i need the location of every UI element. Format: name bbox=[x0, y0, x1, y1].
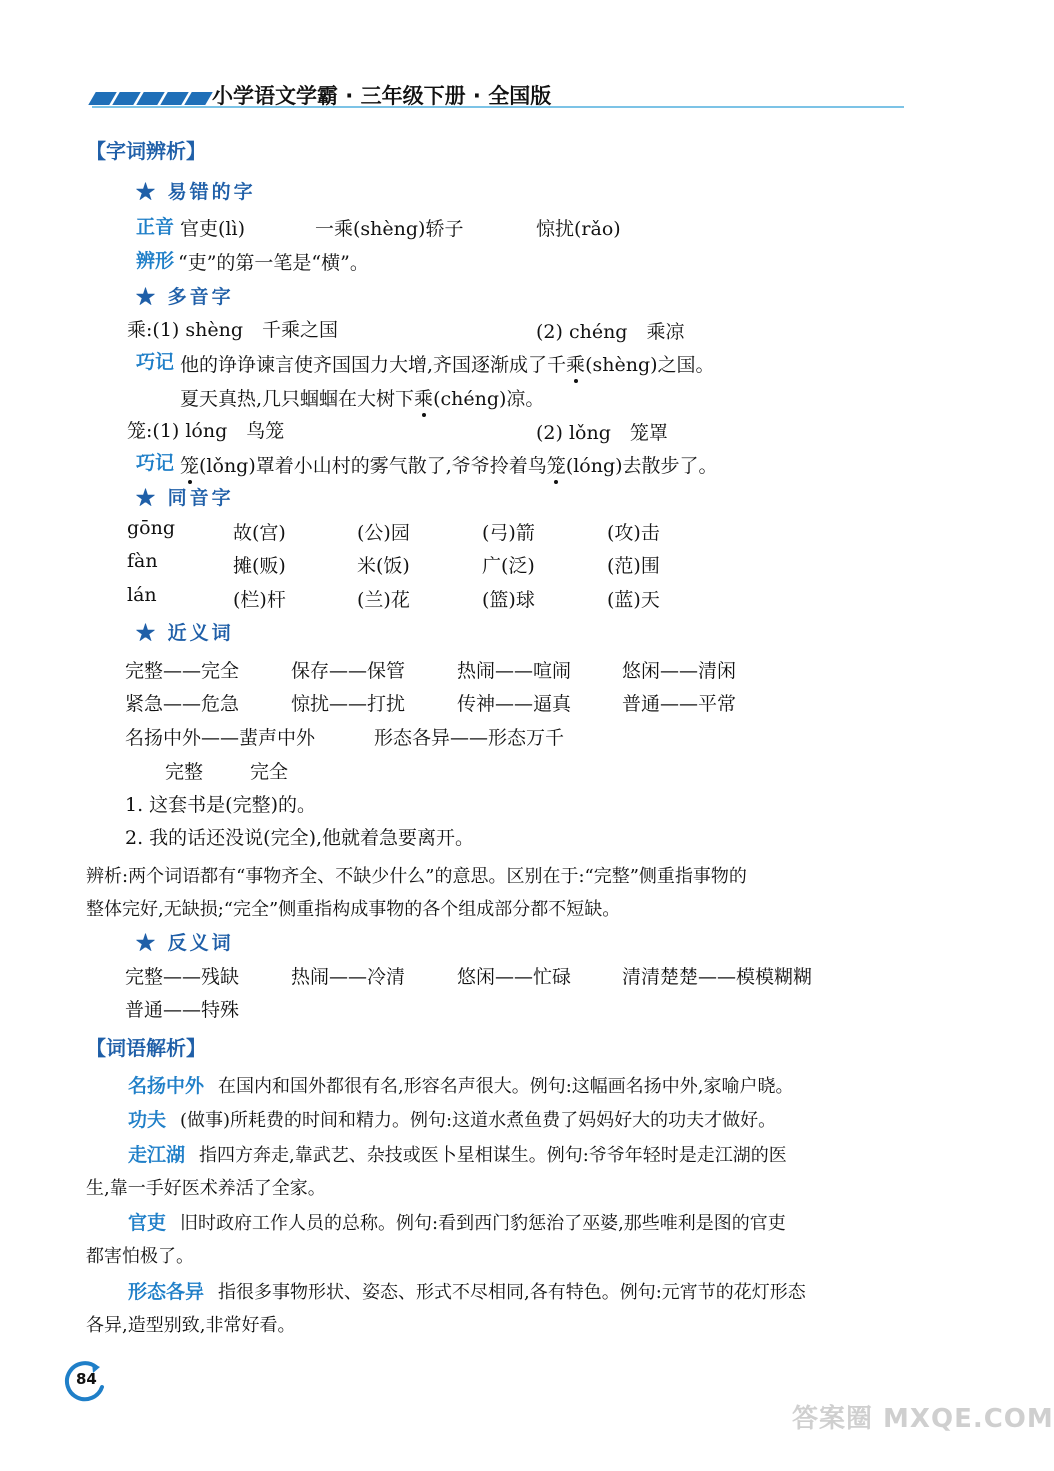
ciyu-definition-cont: 各异,造型别致,非常好看。 bbox=[86, 1315, 296, 1336]
tongyin-word: (兰)花 bbox=[357, 589, 410, 611]
tongyin-word: (蓝)天 bbox=[607, 589, 660, 611]
tongyin-pinyin: lán bbox=[127, 584, 157, 606]
tongyin-word: 故(宫) bbox=[233, 522, 286, 544]
jinyi-pair: 悠闲——清闲 bbox=[622, 660, 737, 682]
tongyin-word: 广(泛) bbox=[482, 555, 535, 577]
jinyi-choice: 完整 bbox=[165, 761, 204, 783]
watermark: 答案圈 MXQE.COM bbox=[792, 1404, 1054, 1434]
jinyi-pair: 形态各异——形态万千 bbox=[374, 727, 565, 749]
qiaoji-tag: 巧记 bbox=[136, 351, 175, 373]
tongyin-word: (栏)杆 bbox=[233, 589, 286, 611]
jinyi-pair: 完整——完全 bbox=[125, 660, 240, 682]
jinyi-example-2: 2. 我的话还没说(完全),他就着急要离开。 bbox=[125, 827, 475, 849]
qiaoji-sentence-1: 他的诤诤谏言使齐国国力大增,齐国逐渐成了千乘(shèng)之国。 bbox=[180, 350, 715, 377]
cheng-reading-1: 乘:(1) shèng 千乘之国 bbox=[127, 319, 338, 341]
ciyu-term: 官吏 bbox=[128, 1212, 167, 1234]
jinyi-example-1: 1. 这套书是(完整)的。 bbox=[125, 794, 316, 816]
heading-duoyin: ★ 多音字 bbox=[136, 286, 234, 308]
tongyin-word: (篮)球 bbox=[482, 589, 535, 611]
tongyin-word: (范)围 bbox=[607, 555, 660, 577]
jinyi-pair: 保存——保管 bbox=[291, 660, 406, 682]
ciyu-term: 形态各异 bbox=[128, 1281, 205, 1303]
qiaoji-tag: 巧记 bbox=[136, 452, 175, 474]
heading-tongyin: ★ 同音字 bbox=[136, 487, 234, 509]
bianxi-line-1: 辨析:两个词语都有“事物齐全、不缺少什么”的意思。区别在于:“完整”侧重指事物的 bbox=[86, 866, 747, 887]
ciyu-entry bbox=[86, 1070, 896, 1103]
tongyin-word: (弓)箭 bbox=[482, 522, 535, 544]
ciyu-definition: 旧时政府工作人员的总称。例句:看到西门豹惩治了巫婆,那些唯利是图的官吏 bbox=[180, 1213, 786, 1234]
ciyu-term: 名扬中外 bbox=[128, 1075, 205, 1097]
ciyu-entry bbox=[86, 1276, 896, 1342]
tongyin-word: (公)园 bbox=[357, 522, 410, 544]
jinyi-pair: 普通——平常 bbox=[622, 693, 737, 715]
jinyi-pair: 热闹——喧闹 bbox=[457, 660, 572, 682]
jinyi-pair: 传神——逼真 bbox=[457, 693, 572, 715]
fanyi-pair: 热闹——冷清 bbox=[291, 966, 406, 988]
tongyin-word: 米(饭) bbox=[357, 555, 410, 577]
cheng-reading-2: (2) chéng 乘凉 bbox=[536, 321, 685, 343]
section-title-zici: 【字词辨析】 bbox=[86, 139, 206, 163]
tongyin-pinyin: gōng bbox=[127, 517, 176, 539]
jinyi-pair: 紧急——危急 bbox=[125, 693, 240, 715]
zhengyin-item: 官吏(lì) bbox=[180, 218, 245, 240]
ciyu-entry bbox=[86, 1207, 896, 1273]
page-number: 84 bbox=[76, 1370, 97, 1388]
ciyu-entry bbox=[86, 1139, 896, 1205]
section-title-ciyu: 【词语解析】 bbox=[86, 1036, 206, 1060]
fanyi-pair: 完整——残缺 bbox=[125, 966, 240, 988]
tongyin-pinyin: fàn bbox=[127, 550, 158, 572]
zhengyin-tag: 正音 bbox=[136, 216, 175, 238]
ciyu-definition: 指四方奔走,靠武艺、杂技或医卜星相谋生。例句:爷爷年轻时是走江湖的医 bbox=[199, 1145, 787, 1166]
heading-fanyi: ★ 反义词 bbox=[136, 932, 234, 954]
fanyi-pair: 清清楚楚——模模糊糊 bbox=[622, 966, 813, 988]
ciyu-definition: 指很多事物形状、姿态、形式不尽相同,各有特色。例句:元宵节的花灯形态 bbox=[218, 1282, 806, 1303]
bianxing-tag: 辨形 bbox=[136, 250, 175, 272]
zhengyin-item: 惊扰(rǎo) bbox=[536, 218, 621, 240]
bianxi-line-2: 整体完好,无缺损;“完全”侧重指构成事物的各个组成部分都不短缺。 bbox=[86, 899, 621, 920]
ciyu-entry bbox=[86, 1104, 896, 1137]
bianxing-text: “吏”的第一笔是“横”。 bbox=[178, 252, 369, 274]
long-reading-1: 笼:(1) lóng 鸟笼 bbox=[127, 420, 285, 442]
heading-yicuo: ★ 易错的字 bbox=[136, 181, 256, 203]
fanyi-pair: 悠闲——忙碌 bbox=[457, 966, 572, 988]
qiaoji-sentence-3: 笼(lǒng)罩着小山村的雾气散了,爷爷拎着鸟笼(lóng)去散步了。 bbox=[180, 451, 718, 478]
jinyi-pair: 名扬中外——蜚声中外 bbox=[125, 727, 316, 749]
ciyu-definition-cont: 生,靠一手好医术养活了全家。 bbox=[86, 1178, 326, 1199]
ciyu-term: 功夫 bbox=[128, 1109, 167, 1131]
ciyu-definition: (做事)所耗费的时间和精力。例句:这道水煮鱼费了妈妈好大的功夫才做好。 bbox=[180, 1110, 777, 1131]
ciyu-term: 走江湖 bbox=[128, 1144, 186, 1166]
long-reading-2: (2) lǒng 笼罩 bbox=[536, 422, 668, 444]
tongyin-word: 摊(贩) bbox=[233, 555, 286, 577]
qiaoji-sentence-2: 夏天真热,几只蝈蝈在大树下乘(chéng)凉。 bbox=[180, 384, 544, 411]
fanyi-pair: 普通——特殊 bbox=[125, 999, 240, 1021]
heading-jinyi: ★ 近义词 bbox=[136, 622, 234, 644]
ciyu-definition: 在国内和国外都很有名,形容名声很大。例句:这幅画名扬中外,家喻户晓。 bbox=[218, 1076, 794, 1097]
jinyi-choice: 完全 bbox=[250, 761, 289, 783]
zhengyin-item: 一乘(shèng)轿子 bbox=[315, 218, 464, 240]
jinyi-pair: 惊扰——打扰 bbox=[291, 693, 406, 715]
header-rule bbox=[92, 106, 904, 108]
ciyu-definition-cont: 都害怕极了。 bbox=[86, 1246, 194, 1267]
tongyin-word: (攻)击 bbox=[607, 522, 660, 544]
header-title: 小学语文学霸 · 三年级下册 · 全国版 bbox=[212, 84, 552, 108]
